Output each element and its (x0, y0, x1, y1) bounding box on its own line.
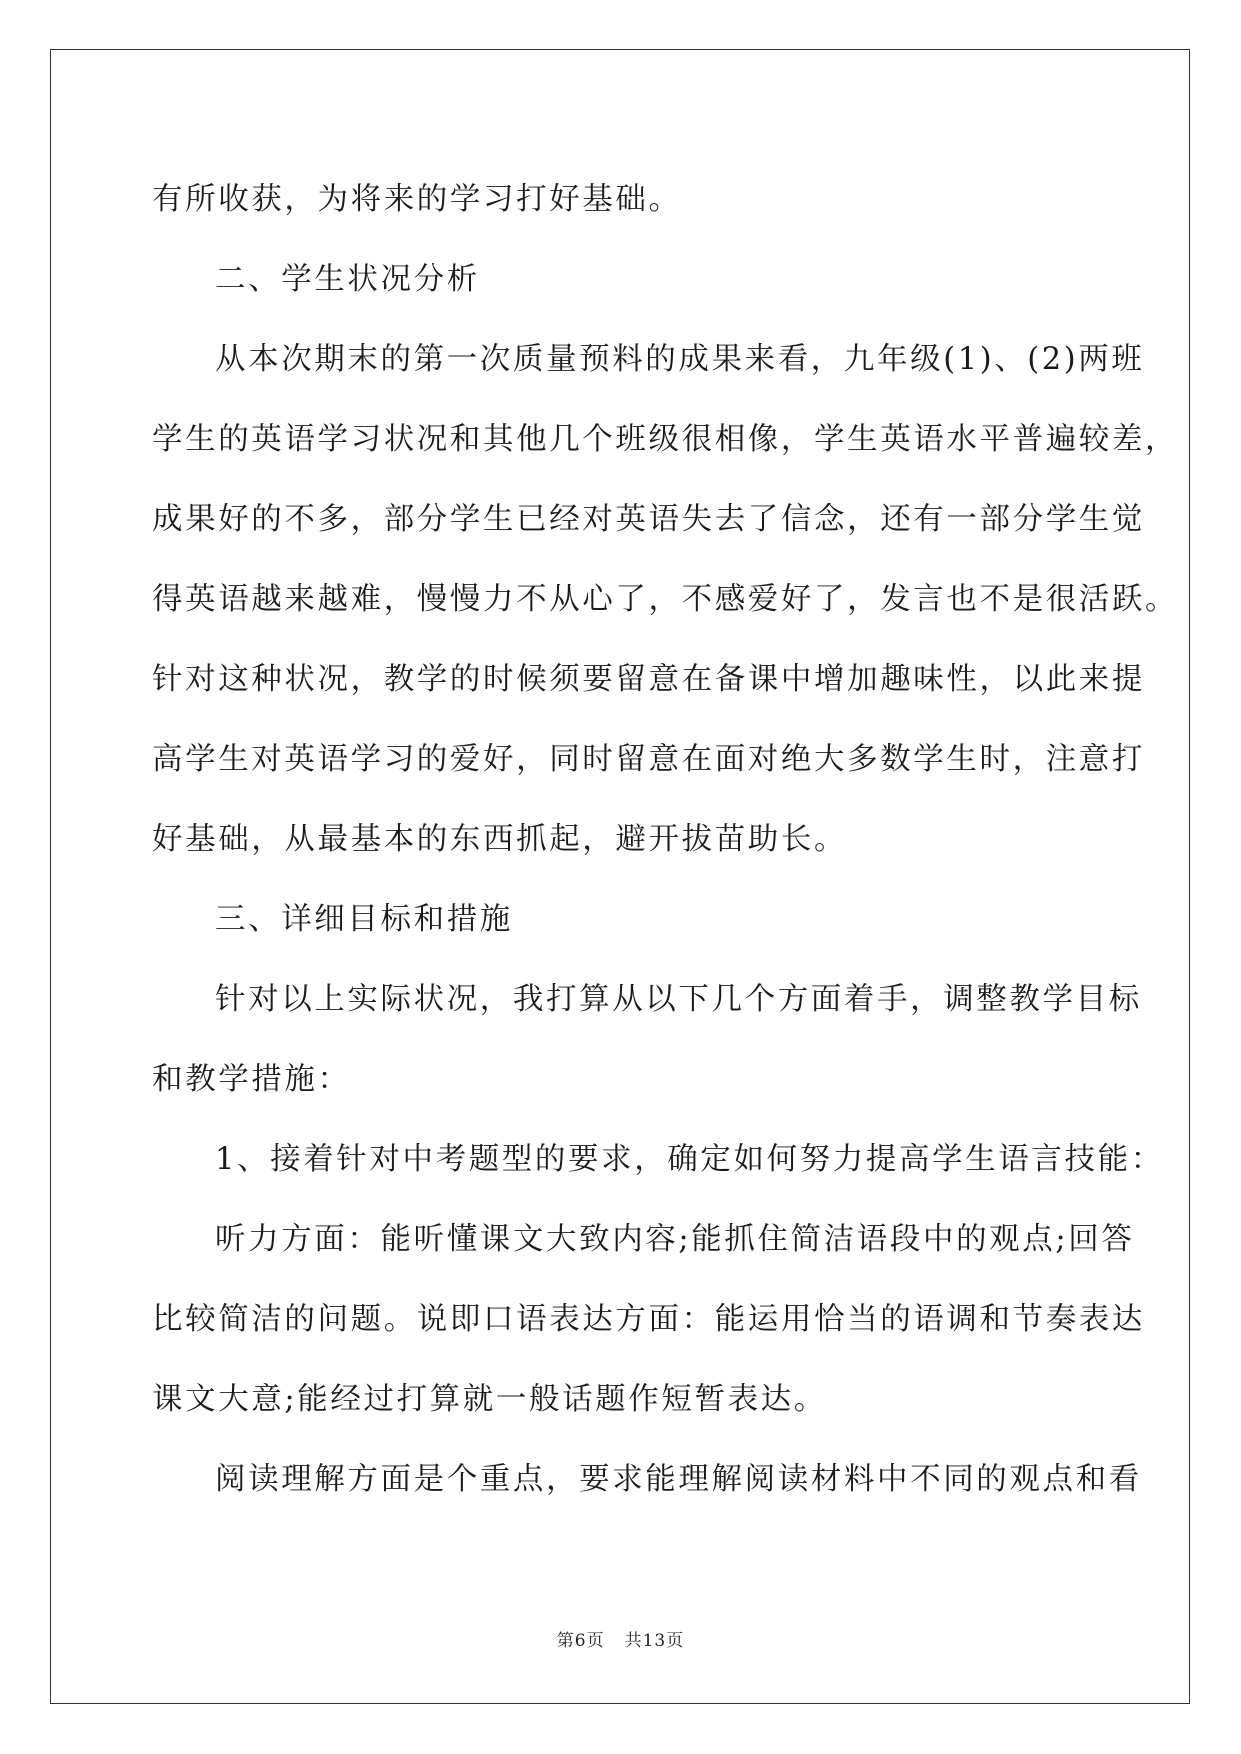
section-heading: 二、学生状况分析 (215, 262, 480, 297)
text-line: 好基础，从最基本的东西抓起，避开拔苗助长。 (152, 822, 848, 857)
text-line: 听力方面：能听懂课文大致内容;能抓住简洁语段中的观点;回答 (215, 1222, 1135, 1257)
text-line: 高学生对英语学习的爱好，同时留意在面对绝大多数学生时，注意打 (152, 742, 1145, 777)
page-total: 共13页 (624, 1631, 685, 1651)
page-number: 第6页 (556, 1631, 605, 1651)
text-line: 课文大意;能经过打算就一般话题作短暂表达。 (152, 1382, 827, 1417)
text-line: 针对以上实际状况，我打算从以下几个方面着手，调整教学目标 (215, 982, 1142, 1017)
text-line: 成果好的不多，部分学生已经对英语失去了信念，还有一部分学生觉 (152, 502, 1145, 537)
text-line: 得英语越来越难，慢慢力不从心了，不感爱好了，发言也不是很活跃。 (152, 582, 1179, 617)
text-line: 针对这种状况，教学的时候须要留意在备课中增加趣味性，以此来提 (152, 662, 1145, 697)
page-footer (0, 1626, 1241, 1651)
text-line: 学生的英语学习状况和其他几个班级很相像，学生英语水平普遍较差， (152, 422, 1179, 457)
text-line: 阅读理解方面是个重点，要求能理解阅读材料中不同的观点和看 (215, 1462, 1142, 1497)
document-body (152, 160, 1179, 1520)
section-heading: 三、详细目标和措施 (215, 902, 513, 937)
text-line: 有所收获，为将来的学习打好基础。 (152, 182, 682, 217)
text-line: 和教学措施： (152, 1062, 351, 1097)
text-line: 比较简洁的问题。说即口语表达方面：能运用恰当的语调和节奏表达 (152, 1302, 1145, 1337)
text-line: 1、接着针对中考题型的要求，确定如何努力提高学生语言技能： (215, 1142, 1164, 1177)
text-line: 从本次期末的第一次质量预料的成果来看，九年级(1)、(2)两班 (215, 342, 1145, 377)
